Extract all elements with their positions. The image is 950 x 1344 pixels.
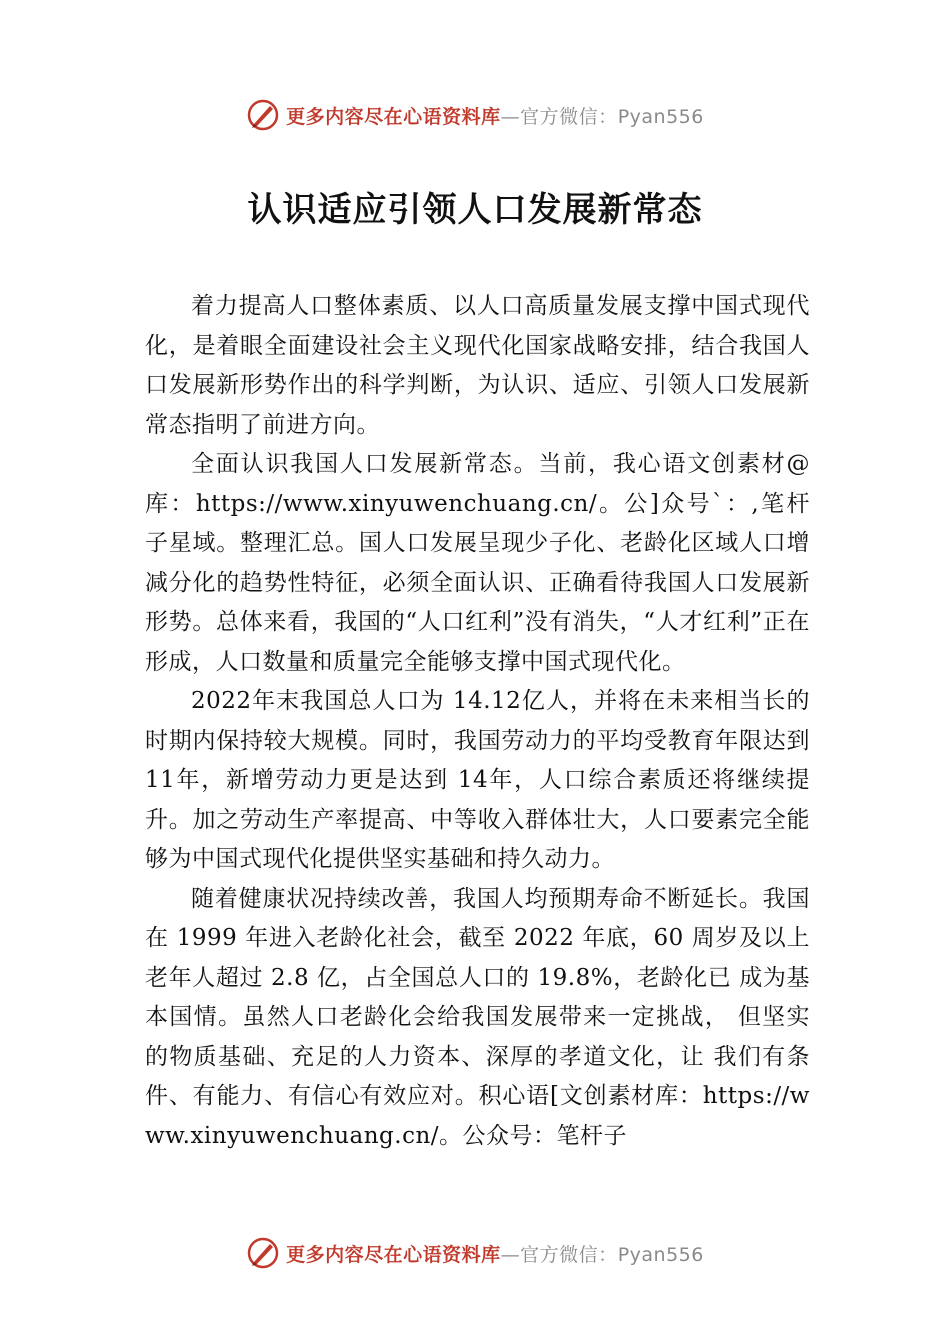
footer-wechat-label: 官方微信： (520, 1243, 618, 1266)
banner-wechat-label: 官方微信： (520, 105, 618, 128)
banner-text (286, 102, 704, 129)
header-banner (0, 95, 950, 135)
pen-logo-icon (246, 1236, 280, 1270)
document-title: 认识适应引领人口发展新常态 (247, 190, 703, 230)
footer-separator: — (500, 1243, 521, 1266)
document-body (145, 287, 810, 1156)
paragraph-4: 随着健康状况持续改善，我国人均预期寿命不断延长。我国在 1999 年进入老龄化社会，截至 2022 年底，60 周岁及以上老年人超过 2.8 亿，占全国总人口的 19.8%，老龄化已 成为基本国情。虽然人口老龄化会给我国发展带来一定挑战， 但坚实的物质基础、充足的人力资本、深厚的孝道文化，让 我们有条件、有能力、有信心有效应对。积心语[文创素材库：https://www.xinyuwenchuang.cn/。公众号：笔杆子 (145, 885, 810, 1149)
banner-wechat-id: Pyan556 (617, 105, 704, 128)
banner-separator: — (500, 105, 521, 128)
footer-wechat-id: Pyan556 (617, 1243, 704, 1266)
footer-main-text: 更多内容尽在心语资料库 (286, 1243, 501, 1266)
paragraph-1: 着力提高人口整体素质、以人口高质量发展支撑中国式现代化，是着眼全面建设社会主义现代化国家战略安排，结合我国人口发展新形势作出的科学判断，为认识、适应、引领人口发展新常态指明了前进方向。 (145, 293, 810, 438)
footer-banner (0, 1233, 950, 1273)
footer-banner-text (286, 1240, 704, 1267)
pen-logo-icon (246, 98, 280, 132)
banner-main-text: 更多内容尽在心语资料库 (286, 105, 501, 128)
paragraph-2: 全面认识我国人口发展新常态。当前，我心语文创素材@库：https://www.xinyuwenchuang.cn/。公]众号`：,笔杆子星域。整理汇总。国人口发展呈现少子化、老龄化区域人口增减分化的趋势性特征，必须全面认识、正确看待我国人口发展新形势。总体来看，我国的“人口红利”没有消失，“人才红利”正在形成，人口数量和质量完全能够支撑中国式现代化。 (145, 451, 810, 675)
paragraph-3: 2022年末我国总人口为 14.12亿人，并将在未来相当长的时期内保持较大规模。同时，我国劳动力的平均受教育年限达到 11年，新增劳动力更是达到 14年，人口综合素质还将继续提升。加之劳动生产率提高、中等收入群体壮大，人口要素完全能够为中国式现代化提供坚实基础和持久动力。 (145, 688, 810, 872)
